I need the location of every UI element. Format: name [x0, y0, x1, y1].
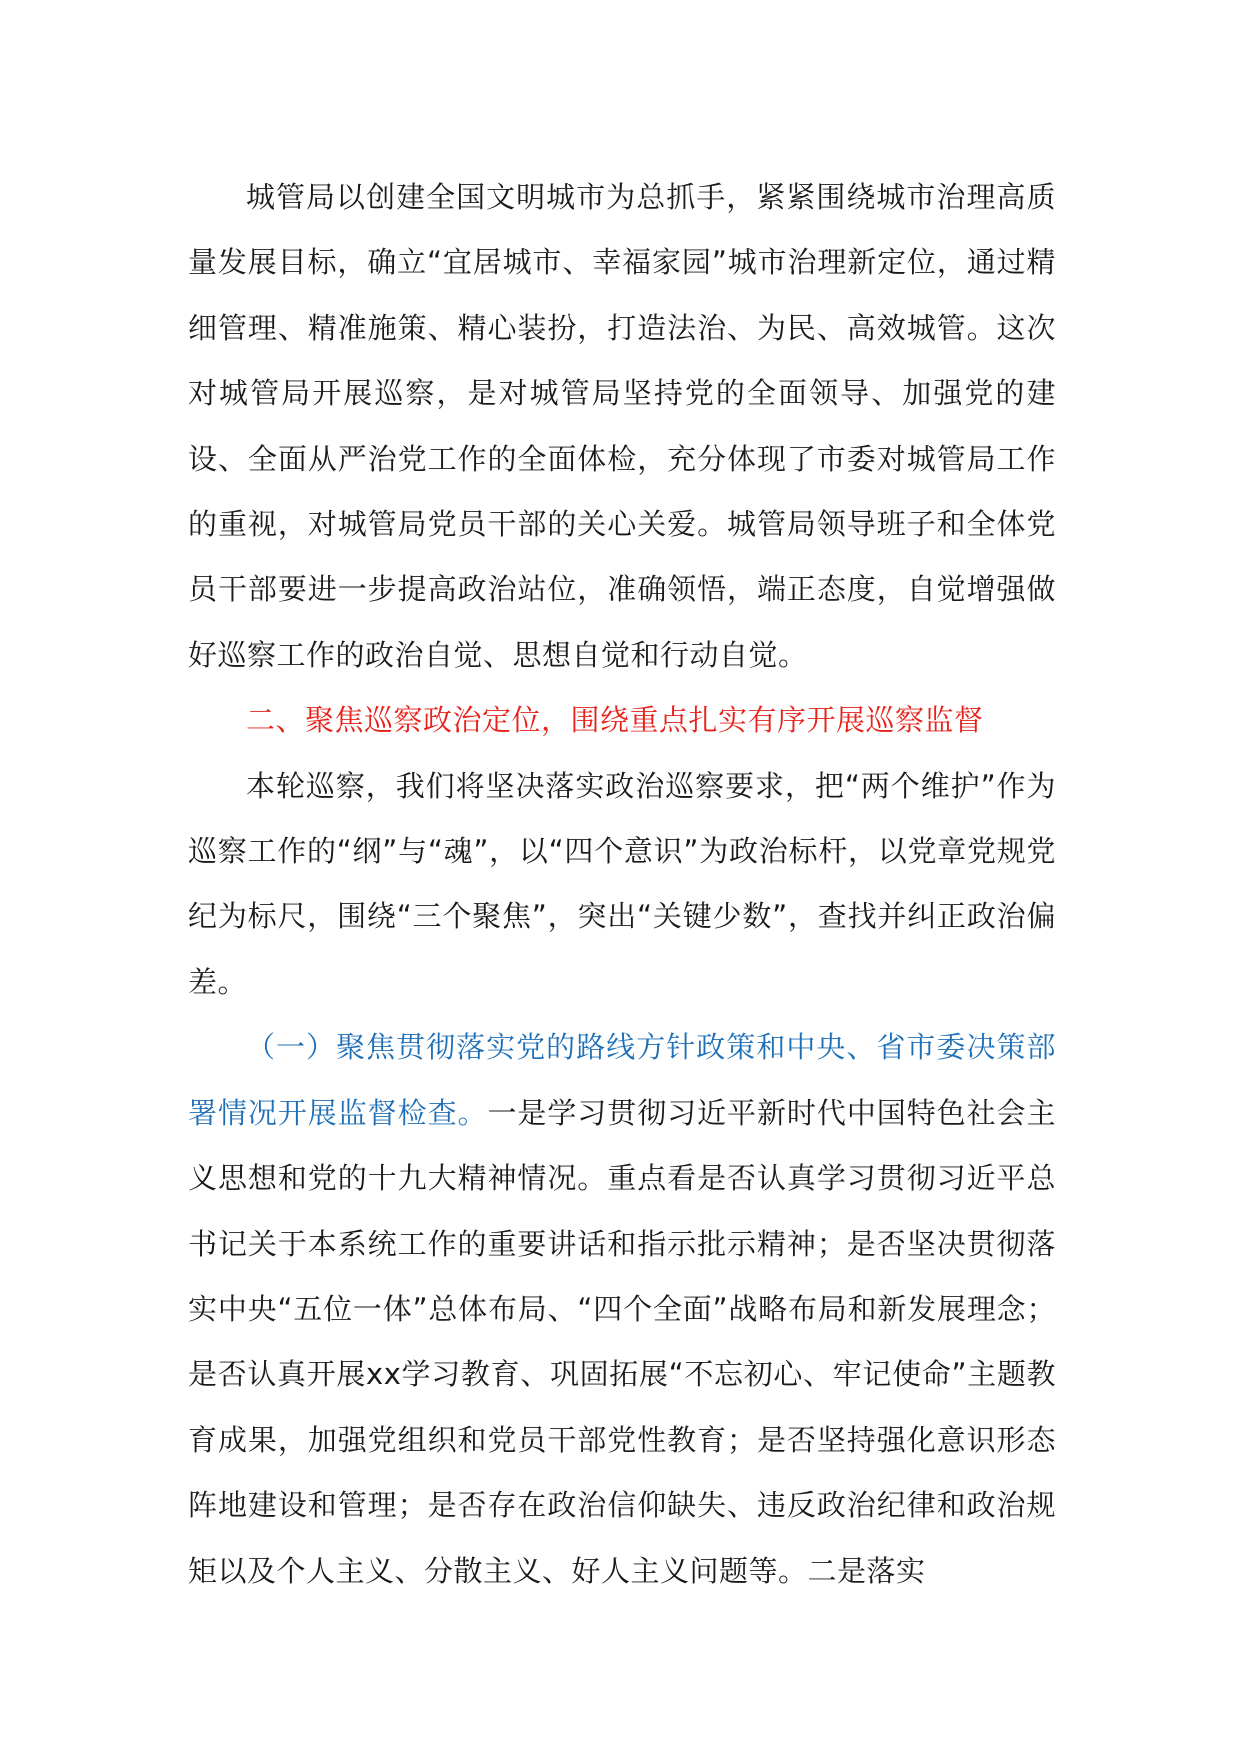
subsection-heading-1: （一）聚焦贯彻落实党的路线方针政策和中央、省市委决策部署情况开展监督检查。: [188, 1030, 1056, 1130]
paragraph-intro: 城管局以创建全国文明城市为总抓手，紧紧围绕城市治理高质量发展目标，确立“宜居城市、幸福家园”城市治理新定位，通过精细管理、精准施策、精心装扮，打造法治、为民、高效城管。这次对城管局开展巡察，是对城管局坚持党的全面领导、加强党的建设、全面从严治党工作的全面体检，充分体现了市委对城管局工作的重视，对城管局党员干部的关心关爱。城管局领导班子和全体党员干部要进一步提高政治站位，准确领悟，端正态度，自觉增强做好巡察工作的政治自觉、思想自觉和行动自觉。: [188, 180, 1056, 672]
paragraph-subsection-1: [188, 1015, 1056, 1604]
section-heading-2: 二、聚焦巡察政治定位，围绕重点扎实有序开展巡察监督: [246, 703, 984, 738]
document-body: [188, 165, 1056, 1604]
paragraph-inspection-requirements: 本轮巡察，我们将坚决落实政治巡察要求，把“两个维护”作为巡察工作的“纲”与“魂”，以“四个意识”为政治标杆，以党章党规党纪为标尺，围绕“三个聚焦”，突出“关键少数”，查找并纠正政治偏差。: [188, 768, 1056, 999]
subsection-1-body: 一是学习贯彻习近平新时代中国特色社会主义思想和党的十九大精神情况。重点看是否认真学习贯彻习近平总书记关于本系统工作的重要讲话和指示批示精神；是否坚决贯彻落实中央“五位一体”总体布局、“四个全面”战略布局和新发展理念；是否认真开展xx学习教育、巩固拓展“不忘初心、牢记使命”主题教育成果，加强党组织和党员干部党性教育；是否坚持强化意识形态阵地建设和管理；是否存在政治信仰缺失、违反政治纪律和政治规矩以及个人主义、分散主义、好人主义问题等。二是落实: [188, 1095, 1056, 1588]
